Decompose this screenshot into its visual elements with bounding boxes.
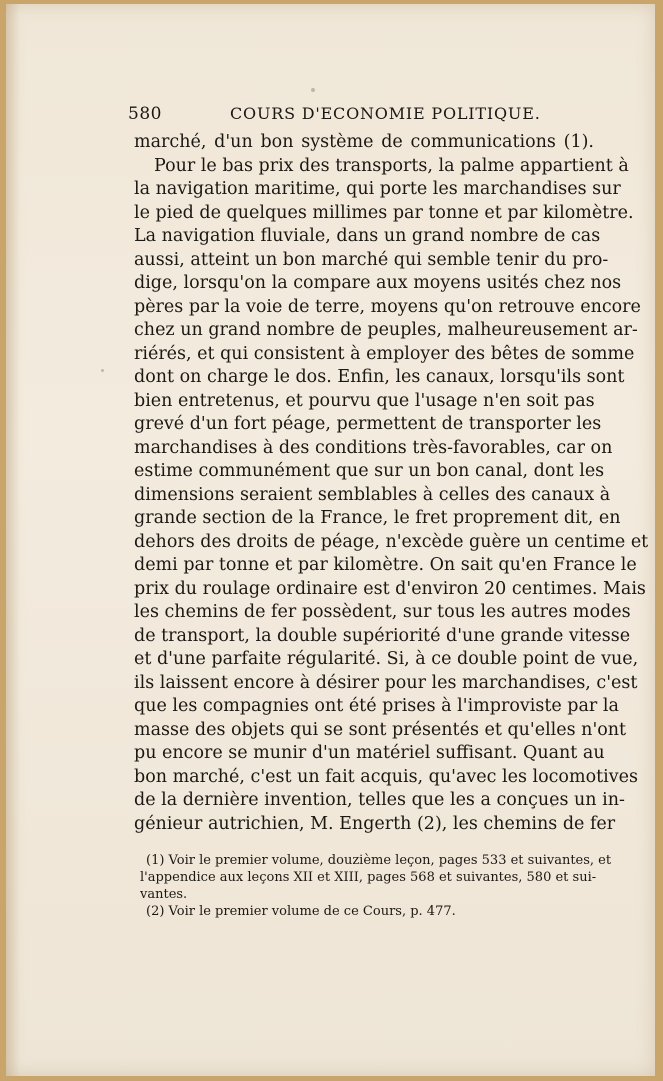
- page-number: 580: [128, 104, 162, 124]
- body-line: dont on charge le dos. Enfin, les canaux, lorsqu'ils sont: [134, 367, 625, 387]
- body-line: les chemins de fer possèdent, sur tous les autres modes: [134, 602, 631, 622]
- footnote-1-line: vantes.: [140, 887, 188, 902]
- body-line: dimensions seraient semblables à celles des canaux à: [134, 484, 611, 505]
- body-line: pères par la voie de terre, moyens qu'on retrouve encore: [134, 296, 641, 317]
- body-line: le pied de quelques millimes par tonne et par kilomètre.: [134, 202, 634, 223]
- footnote-2-line: (2) Voir le premier volume de ce Cours, p. 477.: [146, 904, 456, 919]
- ink-speck: [101, 369, 104, 372]
- footnote-1-line: l'appendice aux leçons XII et XIII, pages 568 et suivantes, 580 et sui-: [140, 870, 597, 885]
- running-title: COURS D'ECONOMIE POLITIQUE.: [230, 104, 541, 123]
- body-line: pu encore se munir d'un matériel suffisant. Quant au: [134, 743, 605, 763]
- body-line: et d'une parfaite régularité. Si, à ce double point de vue,: [134, 649, 639, 669]
- body-line: prix du roulage ordinaire est d'environ 20 centimes. Mais: [134, 578, 646, 599]
- body-line: de la dernière invention, telles que les a conçues un in-: [134, 790, 625, 810]
- body-line: bien entretenus, et pourvu que l'usage n'en soit pas: [134, 390, 595, 411]
- body-line: masse des objets qui se sont présentés et qu'elles n'ont: [134, 719, 627, 740]
- body-line: demi par tonne et par kilomètre. On sait qu'en France le: [134, 555, 637, 575]
- body-line: aussi, atteint un bon marché qui semble tenir du pro-: [134, 249, 609, 270]
- body-line: Pour le bas prix des transports, la palme appartient à: [154, 155, 629, 176]
- body-line: estime communément que sur un bon canal, dont les: [134, 461, 605, 481]
- footnotes: [140, 852, 612, 920]
- body-line: de transport, la double supériorité d'une grande vitesse: [134, 625, 631, 646]
- body-line: riérés, et qui consistent à employer des bêtes de somme: [134, 343, 635, 364]
- body-line: grevé d'un fort péage, permettent de transporter les: [134, 414, 602, 434]
- body-line: marchandises à des conditions très-favorables, car on: [134, 437, 613, 458]
- body-line: dige, lorsqu'on la compare aux moyens usités chez nos: [134, 273, 622, 293]
- book-page: [6, 4, 655, 1076]
- body-line: que les compagnies ont été prises à l'improviste par la: [134, 696, 619, 716]
- body-text: [134, 131, 649, 836]
- body-line: la navigation maritime, qui porte les marchandises sur: [134, 179, 621, 199]
- ink-speck: [311, 88, 315, 92]
- body-line: bon marché, c'est un fait acquis, qu'avec les locomotives: [134, 766, 638, 787]
- footnote-1-line: (1) Voir le premier volume, douzième leçon, pages 533 et suivantes, et: [146, 853, 612, 868]
- page-header: [128, 104, 588, 128]
- body-line: chez un grand nombre de peuples, malheureusement ar-: [134, 320, 638, 340]
- body-line: génieur autrichien, M. Engerth (2), les chemins de fer: [134, 813, 616, 834]
- body-line: grande section de la France, le fret proprement dit, en: [134, 508, 621, 528]
- body-line: La navigation fluviale, dans un grand nombre de cas: [134, 226, 601, 246]
- body-line: dehors des droits de péage, n'excède guère un centime et: [134, 531, 649, 552]
- body-line: marché, d'un bon système de communications (1).: [134, 132, 594, 152]
- body-line: ils laissent encore à désirer pour les marchandises, c'est: [134, 672, 638, 693]
